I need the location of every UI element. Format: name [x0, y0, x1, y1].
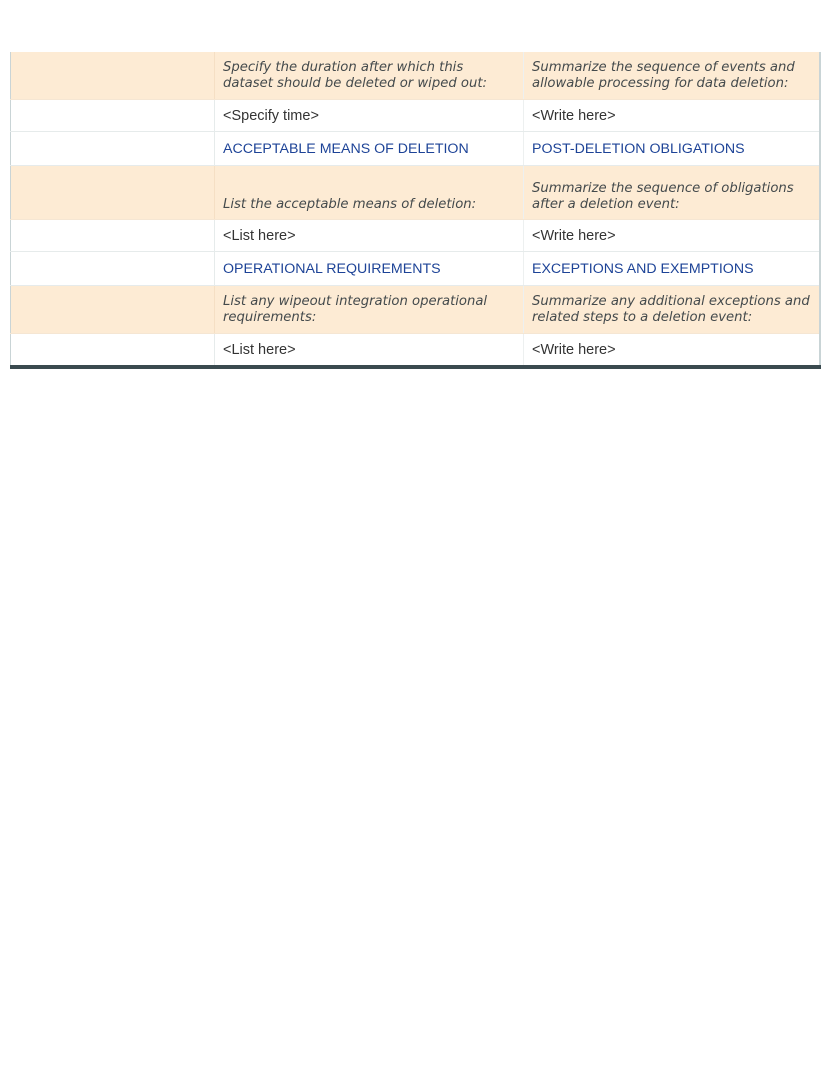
deletion-policy-table [10, 52, 821, 369]
deletion-sequence-prompt: Summarize the sequence of events and allowable processing for data deletion: [524, 52, 820, 100]
means-heading-row [11, 132, 820, 166]
requirements-value-row [11, 334, 820, 368]
row-label-cell [11, 132, 215, 166]
row-label-cell [11, 334, 215, 368]
row-label-cell [11, 286, 215, 334]
row-label-cell [11, 52, 215, 100]
means-value-row [11, 220, 820, 252]
requirements-heading-row [11, 252, 820, 286]
operational-requirements-prompt: List any wipeout integration operational requirements: [215, 286, 524, 334]
post-deletion-prompt: Summarize the sequence of obligations after a deletion event: [524, 166, 820, 220]
deletion-sequence-field[interactable]: <Write here> [524, 100, 820, 132]
requirements-prompt-row [11, 286, 820, 334]
row-label-cell [11, 100, 215, 132]
acceptable-means-prompt: List the acceptable means of deletion: [215, 166, 524, 220]
exceptions-heading: EXCEPTIONS AND EXEMPTIONS [524, 252, 820, 286]
post-deletion-heading: POST-DELETION OBLIGATIONS [524, 132, 820, 166]
retention-prompt-row [11, 52, 820, 100]
exceptions-field[interactable]: <Write here> [524, 334, 820, 368]
operational-requirements-heading: OPERATIONAL REQUIREMENTS [215, 252, 524, 286]
retention-value-row [11, 100, 820, 132]
retention-time-field[interactable]: <Specify time> [215, 100, 524, 132]
operational-requirements-field[interactable]: <List here> [215, 334, 524, 368]
retention-duration-prompt: Specify the duration after which this dataset should be deleted or wiped out: [215, 52, 524, 100]
acceptable-means-field[interactable]: <List here> [215, 220, 524, 252]
exceptions-prompt: Summarize any additional exceptions and related steps to a deletion event: [524, 286, 820, 334]
row-label-cell [11, 252, 215, 286]
acceptable-means-heading: ACCEPTABLE MEANS OF DELETION [215, 132, 524, 166]
row-label-cell [11, 220, 215, 252]
row-label-cell [11, 166, 215, 220]
means-prompt-row [11, 166, 820, 220]
post-deletion-field[interactable]: <Write here> [524, 220, 820, 252]
